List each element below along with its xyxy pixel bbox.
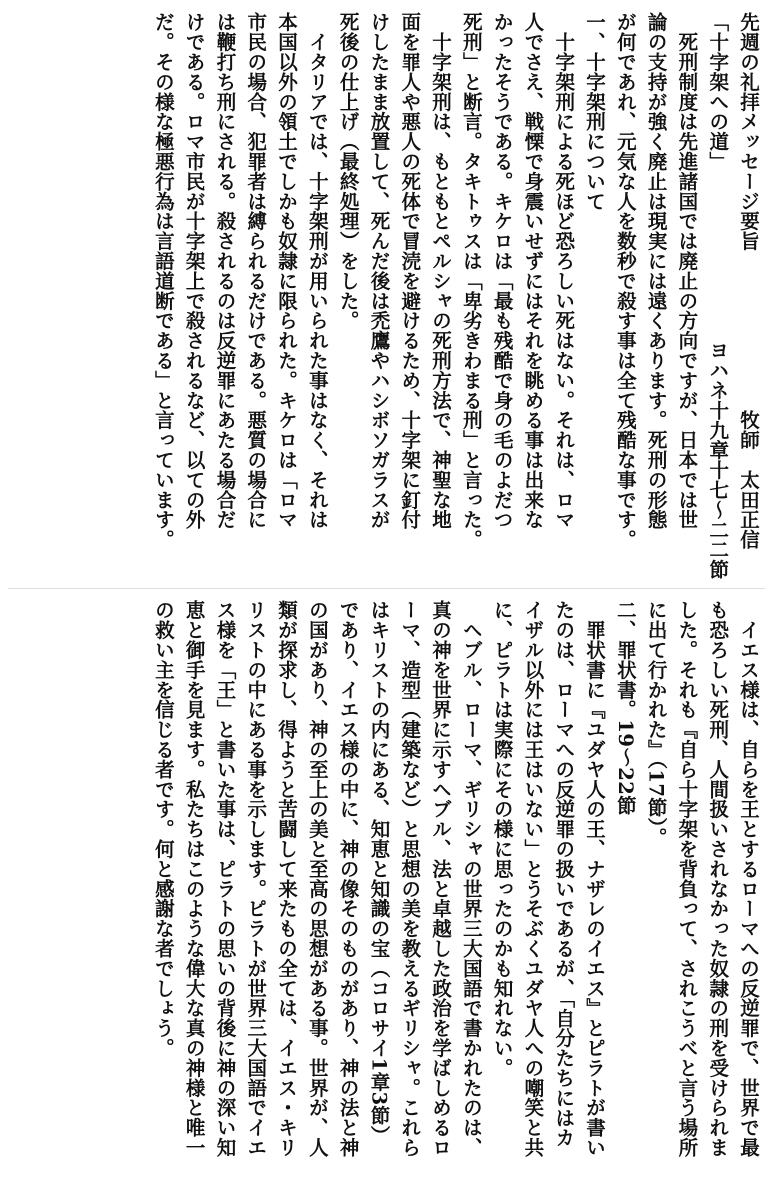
sermon-summary-bottom-section bbox=[18, 600, 763, 1175]
text-line: 十字架刑は、もともとペルシャの死刑方法で、神聖な地 bbox=[429, 12, 453, 530]
text-line: に、ピラトは実際にその様に思ったのかも知れない。 bbox=[490, 600, 514, 1078]
text-line: 罪状書に『ユダヤ人の王、ナザレのイエス』とピラトが書い bbox=[583, 600, 607, 1158]
text-line: ーマ、造型（建築など）と思想の美を教えるギリシャ。これら bbox=[398, 600, 422, 1158]
text-line: の救い主を信じる者です。何と感謝な者でしょう。 bbox=[151, 600, 175, 1058]
text-line: の国があり、神の至上の美と至高の思想がある事。世界が、人 bbox=[305, 600, 329, 1158]
text-line: けしたまま放置して、死んだ後は禿鷹やハシボソガラスが bbox=[367, 12, 391, 530]
text-line: 死後の仕上げ（最終処理）をした。 bbox=[336, 12, 360, 331]
text-line: 十字架刑による死ほど恐ろしい死はない。それは、ロマ bbox=[552, 12, 576, 530]
text-line: は鞭打ち刑にされる。殺されるのは反逆罪にあたる場合だ bbox=[213, 12, 237, 530]
text-line: 類が探求し、得ようと苦闘して来たもの全ては、イエス・キリ bbox=[275, 600, 299, 1158]
text-line: けである。ロマ市民が十字架上で殺されるなど、以ての外 bbox=[182, 12, 206, 530]
text-line: ヘブル、ローマ、ギリシャの世界三大国語で書かれたのは、 bbox=[459, 600, 483, 1158]
text-line: 市民の場合、犯罪者は縛られるだけである。悪質の場合に bbox=[244, 12, 268, 530]
text-line: だ。その様な極悪行為は言語道断である」と言っています。 bbox=[151, 12, 175, 550]
text-line: に出て行かれた』（17節）。 bbox=[644, 600, 668, 848]
text-line: も恐ろしい死刑、人間扱いされなかった奴隷の刑を受けられま bbox=[706, 600, 730, 1158]
section-heading-line: 一、十字架刑について bbox=[583, 12, 607, 211]
text-line: 人でさえ、戦慄で身震いせずにはそれを眺める事は出来な bbox=[521, 12, 545, 530]
text-line: たのは、ローマへの反逆罪の扱いであるが、「自分たちにはカ bbox=[552, 600, 576, 1148]
text-line: 論の支持が強く廃止は現実には遠くあります。死刑の形態 bbox=[644, 12, 668, 530]
text-line: イエス様は、自らを王とするローマへの反逆罪で、世界で最 bbox=[737, 600, 760, 1158]
text-line: はキリストの内にある、知恵と知識の宝（コロサイ1章3節） bbox=[367, 600, 391, 1146]
text-line: 恵と御手を見ます。私たちはこのような偉大な真の神様と唯一 bbox=[182, 600, 206, 1158]
sermon-summary-top-section bbox=[123, 12, 763, 584]
text-line: 死刑制度は先進諸国では廃止の方向ですが、日本では世 bbox=[675, 12, 699, 530]
section-divider bbox=[8, 588, 765, 589]
text-line: であり、イエス様の中に、神の像そのものがあり、神の法と神 bbox=[336, 600, 360, 1158]
sermon-title-line: 「十字架への道」 ヨハネ十九章十七〜二二節 bbox=[706, 12, 730, 580]
text-line: 本国以外の領土でしかも奴隷に限られた。キケロは「ロマ bbox=[275, 12, 299, 530]
text-line: かったそうである。キケロは「最も残酷で身の毛のよだつ bbox=[490, 12, 514, 530]
heading-line: 先週の礼拝メッセージ要旨 牧師 太田正信 bbox=[737, 12, 760, 550]
text-line: した。それも『自ら十字架を背負って、されこうべと言う場所 bbox=[675, 600, 699, 1158]
text-line: 死刑」と断言。タキトゥスは「卑劣きわまる刑」と言った。 bbox=[459, 12, 483, 550]
text-line: リストの中にある事を示します。ピラトが世界三大国語でイエ bbox=[244, 600, 268, 1158]
text-line: イタリアでは、十字架刑が用いられた事はなく、それは bbox=[305, 12, 329, 530]
text-line: 面を罪人や悪人の死体で冒涜を避けるため、十字架に釘付 bbox=[398, 12, 422, 530]
text-line: ス様を「王」と書いた事は、ピラトの思いの背後に神の深い知 bbox=[213, 600, 237, 1158]
text-line: が何であれ、元気な人を数秒で殺す事は全て残酷な事です。 bbox=[613, 12, 637, 550]
text-line: イザル以外には王はいない」とうそぶくユダヤ人への嘲笑と共 bbox=[521, 600, 545, 1158]
text-line: 真の神を世界に示すヘブル、法と卓越した政治を学ばしめるロ bbox=[429, 600, 453, 1158]
section-heading-line: 二、罪状書。19〜22節 bbox=[613, 600, 637, 816]
